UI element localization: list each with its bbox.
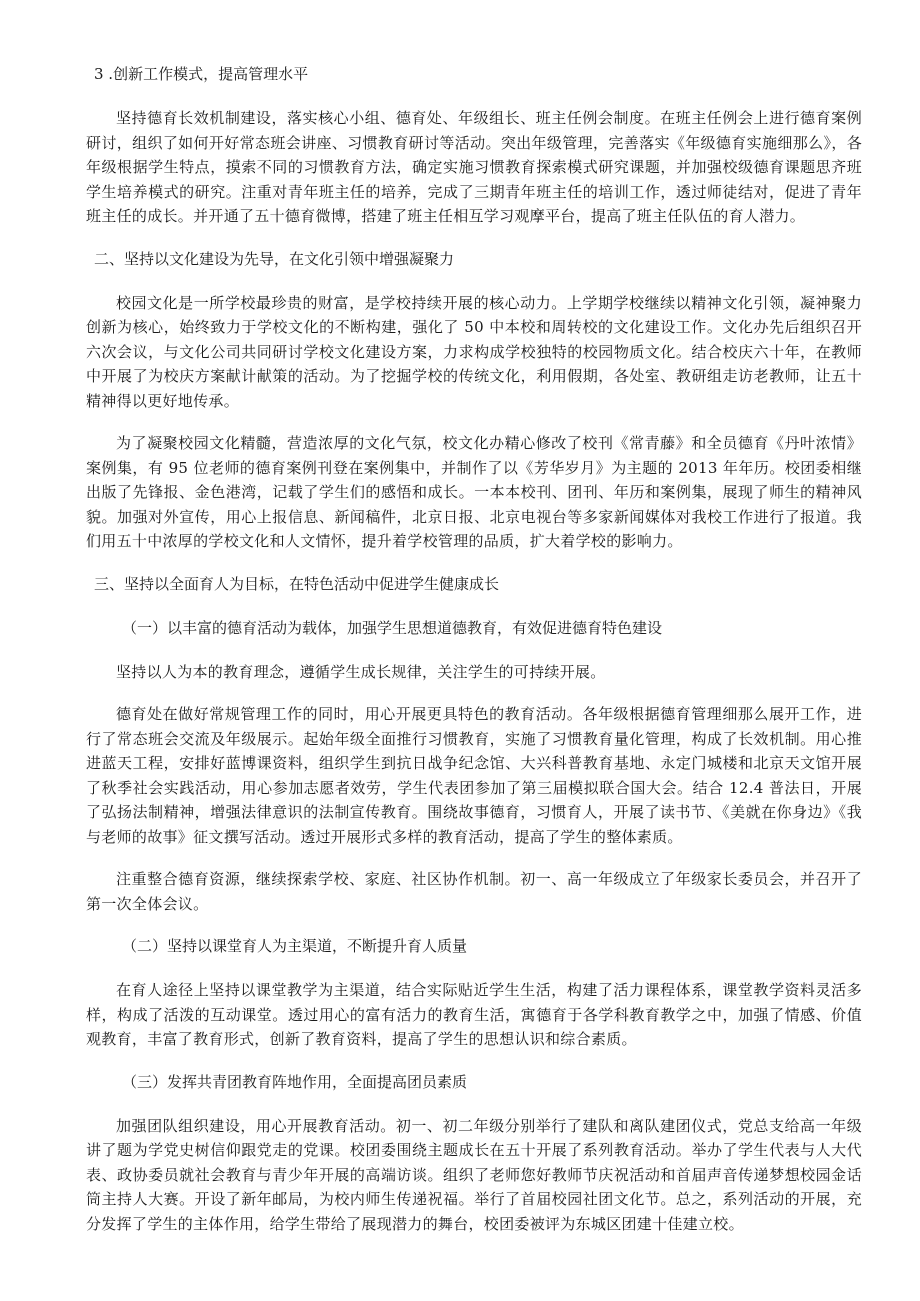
paragraph-people-oriented: 坚持以人为本的教育理念，遵循学生成长规律，关注学生的可持续开展。 <box>116 662 606 681</box>
paragraph-moral-activities: 德育处在做好常规管理工作的同时，用心开展更具特色的教育活动。各年级根据德育管理细那么展开工作，进行了常态班会交流及年级展示。起始年级全面推行习惯教育，实施了习惯教育量化管理，构成了长效机制。用心推进蓝天工程，安排好蓝博课资料，组织学生到抗日战争纪念馆、大兴科普教育基地、永定门城楼和北京天文馆开展了秋季社会实践活动，用心参加志愿者效劳，学生代表团参加了第三届模拟联合国大会。结合 12.4 普法日，开展了弘扬法制精神，增强法律意识的法制宣传教育。围绕故事德育，习惯育人，开展了读书节、《美就在你身边》《我与老师的故事》征文撰写活动。透过开展形式多样的教育活动，提高了学生的整体素质。 <box>86 705 862 846</box>
paragraph-moral-education-mechanism: 坚持德育长效机制建设，落实核心小组、德育处、年级组长、班主任例会制度。在班主任例会上进行德育案例研讨，组织了如何开好常态班会讲座、习惯教育研讨等活动。突出年级管理，完善落实《年级德育实施细那么》，各年级根据学生特点，摸索不同的习惯教育方法，确定实施习惯教育探索模式研究课题，并加强校级德育课题思齐班学生培养模式的研究。注重对青年班主任的培养，完成了三期青年班主任的培训工作，透过师徒结对，促进了青年班主任的成长。并开通了五十德育微博，搭建了班主任相互学习观摩平台，提高了班主任队伍的育人潜力。 <box>86 109 862 225</box>
paragraph-culture-publications: 为了凝聚校园文化精髓，营造浓厚的文化气氛，校文化办精心修改了校刊《常青藤》和全员德育《丹叶浓情》案例集，有 95 位老师的德育案例刊登在案例集中，并制作了以《芳华岁月》为主题的 2013 年年历。校团委相继出版了先锋报、金色港湾，记载了学生们的感悟和成长。一本本校刊、团刊、年历和案例集，展现了师生的精神风貌。加强对外宣传，用心上报信息、新闻稿件，北京日报、北京电视台等多家新闻媒体对我校工作进行了报道。我们用五十中浓厚的学校文化和人文情怀，提升着学校管理的品质，扩大着学校的影响力。 <box>86 434 862 550</box>
subsection-heading-youth-league: （三）发挥共青团教育阵地作用，全面提高团员素质 <box>122 1072 468 1091</box>
paragraph-classroom-teaching: 在育人途径上坚持以课堂教学为主渠道，结合实际贴近学生生活，构建了活力课程体系，课堂教学资料灵活多样，构成了活泼的互动课堂。透过用心的富有活力的教育生活，寓德育于各学科教育教学之中，加强了情感、价值观教育，丰富了教育形式，创新了教育资料，提高了学生的思想认识和综合素质。 <box>86 981 862 1048</box>
subsection-heading-moral-activities: （一）以丰富的德育活动为载体，加强学生思想道德教育，有效促进德育特色建设 <box>122 618 663 637</box>
paragraph-youth-league: 加强团队组织建设，用心开展教育活动。初一、初二年级分别举行了建队和离队建团仪式，党总支给高一年级讲了题为学党史树信仰跟党走的党课。校团委围绕主题成长在五十开展了系列教育活动。举办了学生代表与人大代表、政协委员就社会教育与青少年开展的高端访谈。组织了老师您好教师节庆祝活动和首届声音传递梦想校园金话筒主持人大赛。开设了新年邮局，为校内师生传递祝福。举行了首届校园社团文化节。总之，系列活动的开展，充分发挥了学生的主体作用，给学生带给了展现潜力的舞台，校团委被评为东城区团建十佳建立校。 <box>86 1116 862 1233</box>
section-heading-holistic-education: 三、坚持以全面育人为目标，在特色活动中促进学生健康成长 <box>94 574 500 593</box>
section-heading-culture: 二、坚持以文化建设为先导，在文化引领中增强凝聚力 <box>94 249 455 268</box>
section-heading-innovation: 3 .创新工作模式，提高管理水平 <box>94 65 309 83</box>
paragraph-resource-integration: 注重整合德育资源，继续探索学校、家庭、社区协作机制。初一、高一年级成立了年级家长委员会，并召开了第一次全体会议。 <box>86 870 862 913</box>
paragraph-campus-culture: 校园文化是一所学校最珍贵的财富，是学校持续开展的核心动力。上学期学校继续以精神文化引领，凝神聚力创新为核心，始终致力于学校文化的不断构建，强化了 50 中本校和周转校的文化建设工作。文化办先后组织召开六次会议，与文化公司共同研讨学校文化建设方案，力求构成学校独特的校园物质文化。结合校庆六十年，在教师中开展了为校庆方案献计献策的活动。为了挖掘学校的传统文化，利用假期，各处室、教研组走访老教师，让五十精神得以更好地传承。 <box>86 293 862 410</box>
subsection-heading-classroom: （二）坚持以课堂育人为主渠道，不断提升育人质量 <box>122 937 468 955</box>
